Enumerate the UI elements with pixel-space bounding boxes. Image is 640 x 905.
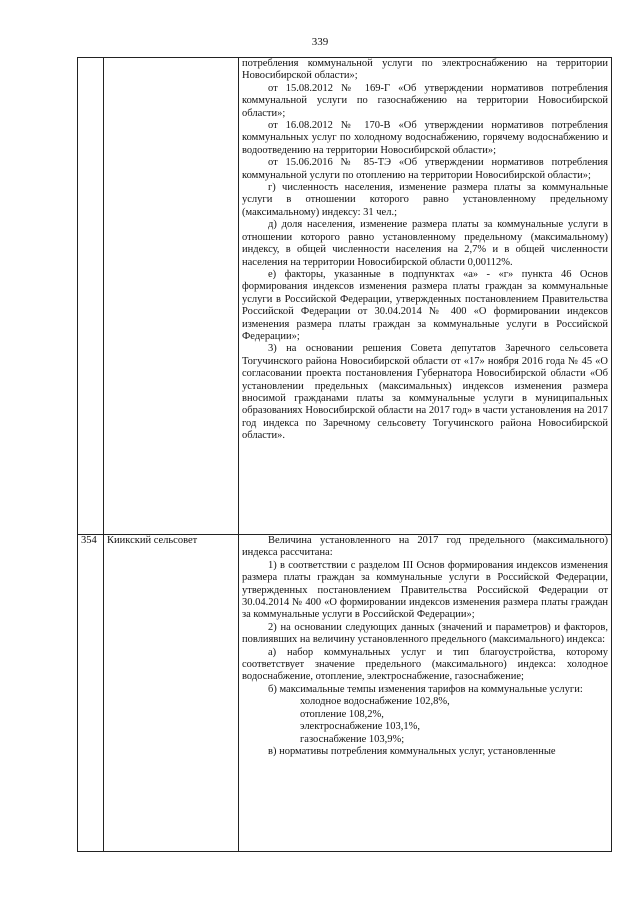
description-cell bbox=[239, 535, 612, 852]
row-number-cell bbox=[78, 58, 104, 535]
paragraph: от 15.06.2016 № 85-ТЭ «Об утверждении нормативов потребления коммунальной услуги по отоплению на территории Новосибирской области»; bbox=[242, 157, 608, 181]
paragraph: а) набор коммунальных услуг и тип благоустройства, которому соответствует значение предельного (максимального) индекса: холодное водоснабжение, отопление, электроснабжение, газоснабжение; bbox=[242, 646, 608, 683]
paragraph: 3) на основании решения Совета депутатов Заречного сельсовета Тогучинского района Новосибирской области от «17» ноября 2016 года № 45 «О согласовании проекта постановления Губернатора Новосибирской области «Об установлении предельных (максимальных) индексов изменения размера вносимой гражданами платы за коммунальные услуги в муниципальных образованиях Новосибирской области на 2017 год» в части установления на 2017 год индекса по Заречному сельсовету Тогучинского района Новосибирской области». bbox=[242, 343, 608, 442]
paragraph: 1) в соответствии с разделом III Основ формирования индексов изменения размера платы граждан за коммунальные услуги в Российской Федерации, утвержденных постановлением Правительства Российской Федерации от 30.04.2014 № 400 «О формировании индексов изменения размера платы граждан за коммунальные услуги в Российской Федерации»; bbox=[242, 559, 608, 621]
tariff-line: отопление 108,2%, bbox=[300, 708, 384, 720]
paragraph: в) нормативы потребления коммунальных услуг, установленные bbox=[268, 745, 556, 757]
row-number-cell: 354 bbox=[78, 535, 104, 852]
paragraph: г) численность населения, изменение размера платы за коммунальные услуги в отношении которого равно установленному предельному (максимальному) индексу: 31 чел.; bbox=[242, 182, 608, 218]
municipality-cell: Киикский сельсовет bbox=[104, 535, 239, 852]
paragraph: 2) на основании следующих данных (значений и параметров) и факторов, повлиявших на величину установленного предельного (максимального) индекса: bbox=[242, 621, 608, 646]
tariff-line: газоснабжение 103,9%; bbox=[300, 733, 405, 745]
document-table bbox=[77, 57, 612, 852]
paragraph: от 16.08.2012 № 170-В «Об утверждении нормативов потребления коммунальных услуг по холодному водоснабжению, горячему водоснабжению и водоотведению на территории Новосибирской области»; bbox=[242, 120, 608, 156]
paragraph: потребления коммунальной услуги по электроснабжению на территории Новосибирской области»; bbox=[242, 58, 608, 82]
paragraph: б) максимальные темпы изменения тарифов на коммунальные услуги: bbox=[268, 683, 583, 695]
tariff-line: электроснабжение 103,1%, bbox=[300, 721, 420, 733]
municipality-cell bbox=[104, 58, 239, 535]
paragraph: д) доля населения, изменение размера платы за коммунальные услуги в отношении которого равно установленному предельному (максимальному) индексу, в общей численности населения на 2,7% и в общей численности населения на территории Новосибирской области 0,00112%. bbox=[242, 219, 608, 268]
page-number: 339 bbox=[311, 36, 329, 48]
description-cell bbox=[239, 58, 612, 535]
table-row bbox=[78, 535, 612, 852]
paragraph: е) факторы, указанные в подпунктах «а» - «г» пункта 46 Основ формирования индексов изменения размера платы граждан за коммунальные услуги в Российской Федерации, утвержденных постановлением Правительства Российской Федерации от 30.04.2014 № 400 «О формировании индексов изменения размера платы граждан за коммунальные услуги в Российской Федерации»; bbox=[242, 268, 608, 342]
paragraph: Величина установленного на 2017 год предельного (максимального) индекса рассчитана: bbox=[242, 535, 608, 559]
tariff-line: холодное водоснабжение 102,8%, bbox=[300, 696, 450, 708]
table-row bbox=[78, 58, 612, 535]
paragraph: от 15.08.2012 № 169-Г «Об утверждении нормативов потребления коммунальной услуги по газоснабжению на территории Новосибирской области»; bbox=[242, 82, 608, 119]
